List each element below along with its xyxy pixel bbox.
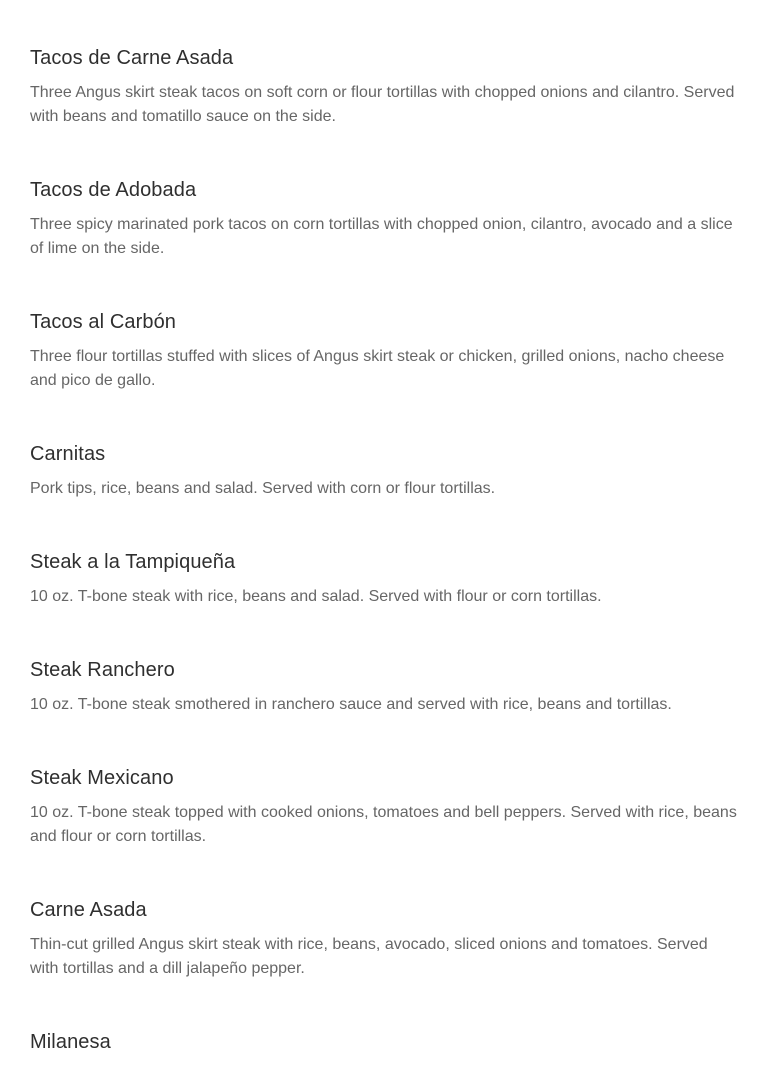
menu-item-carne-asada [30,897,738,981]
menu-item-description: 10 oz. T-bone steak smothered in ranchero sauce and served with rice, beans and tortillas. [30,696,672,713]
menu-item-name: Steak a la Tampiqueña [30,551,236,573]
menu-item-steak-mexicano [30,765,738,849]
menu-item-name: Milanesa [30,1031,111,1053]
menu-item-name: Steak Mexicano [30,767,174,789]
menu-item-description: Pork tips, rice, beans and salad. Served with corn or flour tortillas. [30,480,496,497]
menu-item-tacos-de-adobada [30,177,738,261]
menu-item-tacos-al-carbon [30,309,738,393]
menu-item-steak-a-la-tampiquena [30,549,738,609]
menu-item-milanesa [30,1029,738,1055]
menu-item-description: Thin-cut grilled Angus skirt steak with rice, beans, avocado, sliced onions and tomatoes. Served with tortillas and a dill jalapeño pepper. [30,936,708,977]
menu-item-name: Carnitas [30,443,106,465]
menu-item-name: Tacos al Carbón [30,311,177,333]
menu-item-description: 10 oz. T-bone steak topped with cooked onions, tomatoes and bell peppers. Served with rice, beans and flour or corn tortillas. [30,804,737,845]
menu-item-carnitas [30,441,738,501]
menu-item-description: Three flour tortillas stuffed with slices of Angus skirt steak or chicken, grilled onions, nacho cheese and pico de gallo. [30,348,725,389]
menu-item-name: Tacos de Adobada [30,179,197,201]
menu-item-name: Tacos de Carne Asada [30,47,234,69]
menu-item-steak-ranchero [30,657,738,717]
menu-item-name: Carne Asada [30,899,147,921]
menu-item-description: 10 oz. T-bone steak with rice, beans and salad. Served with flour or corn tortillas. [30,588,602,605]
menu-item-description: Three Angus skirt steak tacos on soft corn or flour tortillas with chopped onions and cilantro. Served with beans and tomatillo sauce on the side. [30,84,735,125]
menu-item-name: Steak Ranchero [30,659,175,681]
menu-item-tacos-de-carne-asada [30,45,738,129]
menu-item-description: Three spicy marinated pork tacos on corn tortillas with chopped onion, cilantro, avocado and a slice of lime on the side. [30,216,733,257]
